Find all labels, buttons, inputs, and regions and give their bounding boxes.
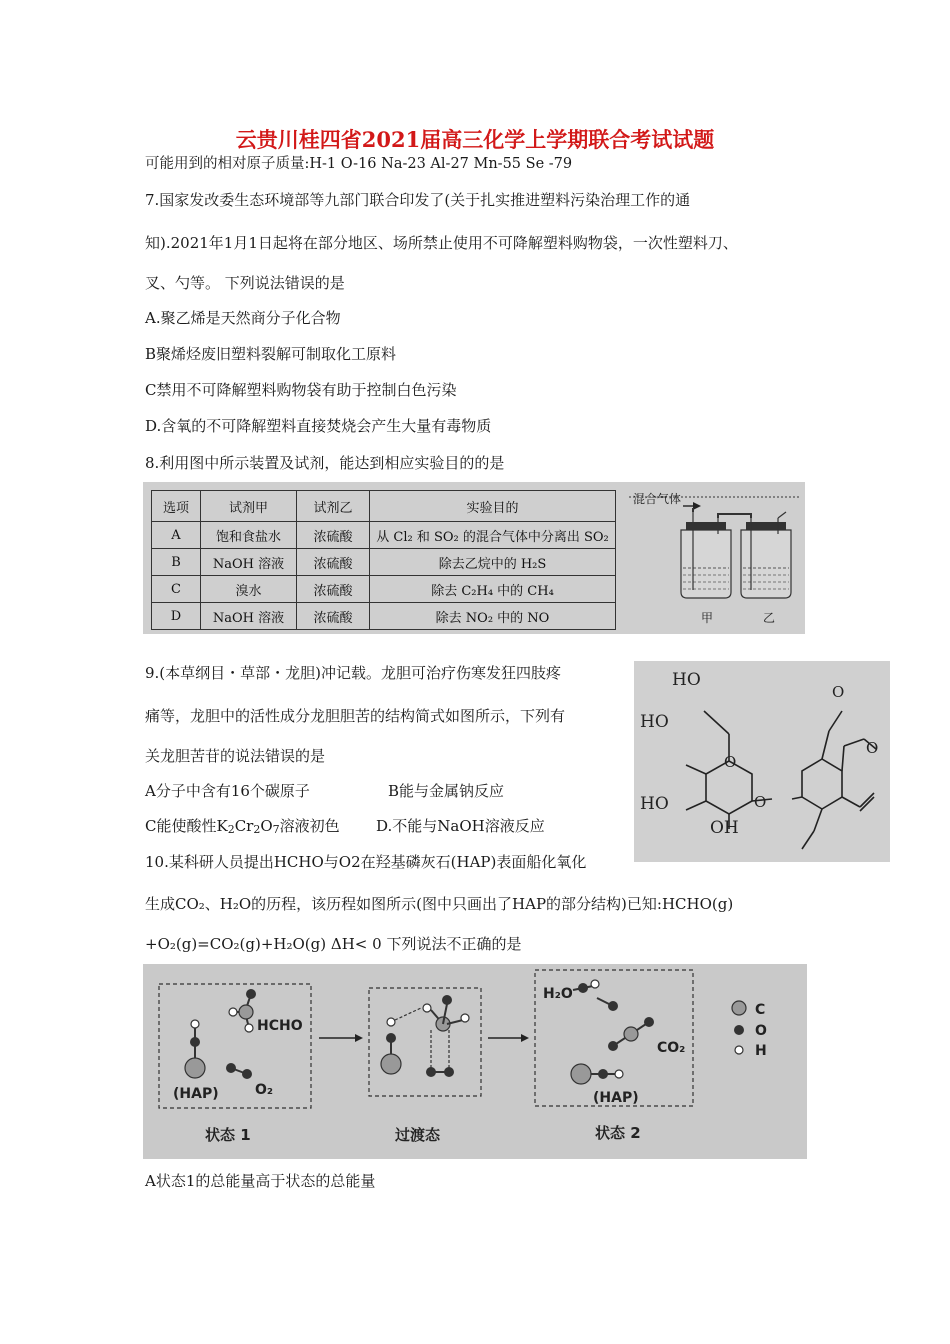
hcho-label: HCHO: [257, 1018, 303, 1034]
q7-line2: 知).2021年1月1日起将在部分地区、场所禁止使用不可降解塑料购物袋，一次性塑料刀、: [145, 234, 738, 252]
q9-line1: 9.(本草纲目・草部・龙胆)冲记载。龙胆可治疗伤寒发狂四肢疼: [145, 664, 562, 682]
transition-label: 过渡态: [395, 1126, 441, 1144]
state2-molecules: [543, 980, 685, 1084]
table-cell: 除去 NO₂ 中的 NO: [370, 603, 616, 630]
reaction-mechanism-figure: [143, 964, 807, 1159]
q7-option-d: D.含氧的不可降解塑料直接焚烧会产生大量有毒物质: [145, 417, 492, 435]
o-label: O: [832, 683, 845, 701]
transition-molecules: [381, 995, 469, 1077]
table-row: [152, 603, 616, 630]
table-row: [152, 576, 616, 603]
q7-option-c: C禁用不可降解塑料购物袋有助于控制白色污染: [145, 381, 457, 399]
q7-option-b: B聚烯烃废旧塑料裂解可制取化工原料: [145, 345, 397, 363]
page-title: 云贵川桂四省2021届高三化学上学期联合考试试题: [235, 127, 715, 152]
q8-stem: 8.利用图中所示装置及试剂，能达到相应实验目的的是: [145, 454, 505, 472]
q8-figure: [143, 482, 805, 634]
q9-line3: 关龙胆苦苷的说法错误的是: [145, 747, 326, 765]
label-jia: 甲: [701, 611, 714, 625]
table-cell: 浓硫酸: [297, 603, 370, 630]
table-cell: A: [152, 522, 201, 549]
table-cell: 溴水: [201, 576, 297, 603]
table-cell: C: [152, 576, 201, 603]
q10-line1: 10.某科研人员提出HCHO与O2在羟基磷灰石(HAP)表面船化氧化: [145, 853, 587, 871]
table-header: 选项: [152, 491, 201, 522]
q7-line1: 7.国家发改委生态环境部等九部门联合印发了(关于扎实推进塑料污染治理工作的通: [145, 191, 691, 209]
table-header: 试剂乙: [297, 491, 370, 522]
table-cell: NaOH 溶液: [201, 549, 297, 576]
q7-line3: 叉、勺等。 下列说法错误的是: [145, 274, 345, 292]
bottle-yi: [741, 512, 791, 598]
table-cell: 浓硫酸: [297, 549, 370, 576]
table-cell: B: [152, 549, 201, 576]
state1-label: 状态 1: [205, 1126, 251, 1144]
atom-legend: [732, 1001, 767, 1059]
o-label: O: [866, 739, 879, 757]
legend-h: H: [755, 1043, 767, 1059]
q9-option-a: A分子中含有16个碳原子: [145, 782, 310, 800]
ho-label: HO: [640, 794, 669, 814]
q9-option-d: D.不能与NaOH溶液反应: [376, 817, 545, 835]
o2-label: O₂: [255, 1082, 274, 1098]
label-yi: 乙: [763, 611, 776, 625]
atomic-masses: 可能用到的相对原子质量:H-1 O-16 Na-23 Al-27 Mn-55 Se -79: [145, 156, 573, 172]
o-label: O: [724, 753, 737, 771]
ho-label: HO: [672, 670, 701, 690]
gentiopicroside-structure-figure: [634, 661, 890, 862]
structure-svg: [634, 661, 890, 862]
table-cell: 除去乙烷中的 H₂S: [370, 549, 616, 576]
q8-table: [151, 490, 616, 630]
table-cell: 浓硫酸: [297, 576, 370, 603]
q9-option-c: C能使酸性K2Cr2O7溶液初色: [145, 817, 340, 836]
table-cell: 浓硫酸: [297, 522, 370, 549]
mechanism-svg: [143, 964, 807, 1159]
legend-o: O: [755, 1023, 767, 1039]
q7-option-a: A.聚乙烯是天然商分子化合物: [145, 309, 341, 327]
state2-label: 状态 2: [595, 1124, 641, 1142]
q10-option-a: A状态1的总能量高于状态的总能量: [145, 1172, 376, 1190]
h2o-label: H₂O: [543, 986, 573, 1002]
oh-label: OH: [710, 818, 739, 838]
legend-c: C: [755, 1002, 766, 1018]
o-label: O: [754, 793, 767, 811]
bottle-jia: [681, 512, 731, 598]
q9-line2: 痛等，龙胆中的活性成分龙胆胆苦的结构简式如图所示，下列有: [145, 707, 566, 725]
state1-molecules: [185, 989, 256, 1079]
q10-line3: +O₂(g)=CO₂(g)+H₂O(g) ΔH< 0 下列说法不正确的是: [145, 935, 522, 953]
table-cell: 从 Cl₂ 和 SO₂ 的混合气体中分离出 SO₂: [370, 522, 616, 549]
ho-label: HO: [640, 712, 669, 732]
table-cell: NaOH 溶液: [201, 603, 297, 630]
table-row: [152, 522, 616, 549]
table-cell: 饱和食盐水: [201, 522, 297, 549]
gas-wash-apparatus: [623, 482, 805, 634]
q9-option-b: B能与金属钠反应: [388, 782, 505, 800]
hap2-label: (HAP): [593, 1090, 639, 1106]
table-cell: 除去 C₂H₄ 中的 CH₄: [370, 576, 616, 603]
q10-line2: 生成CO₂、H₂O的历程，该历程如图所示(图中只画出了HAP的部分结构)已知:HCHO(g): [145, 895, 734, 913]
table-header: 实验目的: [370, 491, 616, 522]
gas-label: 混合气体: [633, 492, 682, 506]
table-header: 试剂甲: [201, 491, 297, 522]
table-cell: D: [152, 603, 201, 630]
hap-label: (HAP): [173, 1086, 219, 1102]
co2-label: CO₂: [657, 1040, 686, 1056]
table-row: [152, 549, 616, 576]
